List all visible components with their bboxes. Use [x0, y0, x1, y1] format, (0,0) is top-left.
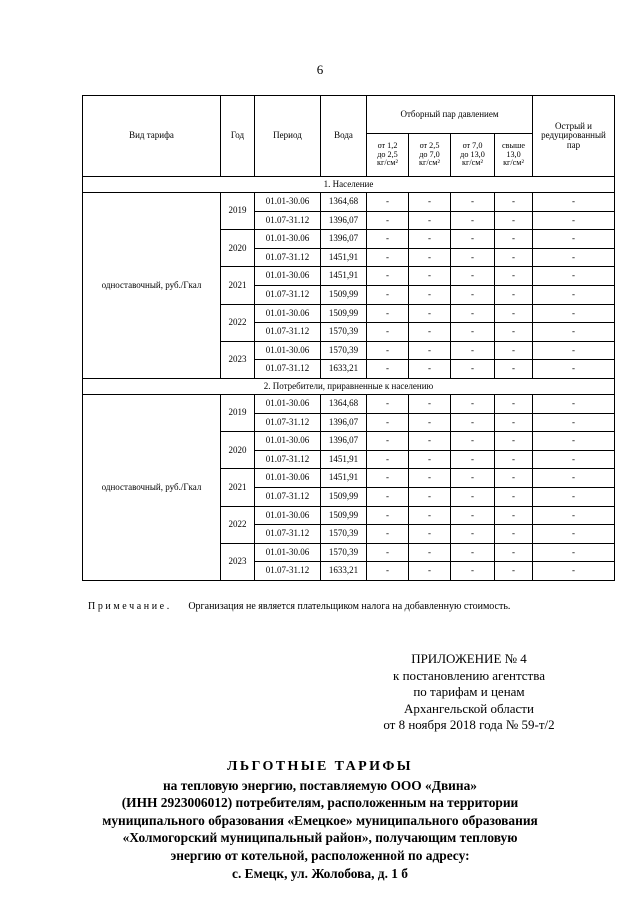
tariff-table	[82, 95, 615, 581]
steam-value-cell: -	[367, 211, 409, 230]
period-cell: 01.01-30.06	[255, 469, 321, 488]
steam-value-cell: -	[451, 230, 495, 249]
steam-value-cell: -	[409, 341, 451, 360]
water-cell: 1509,99	[321, 304, 367, 323]
steam-value-cell: -	[367, 394, 409, 413]
water-cell: 1396,07	[321, 211, 367, 230]
tariff-table-body	[83, 177, 615, 581]
steam-value-cell: -	[451, 562, 495, 581]
steam-value-cell: -	[451, 487, 495, 506]
steam-value-cell: -	[533, 469, 615, 488]
year-cell: 2021	[221, 469, 255, 506]
water-cell: 1633,21	[321, 562, 367, 581]
tariff-type-cell: одноставочный, руб./Гкал	[83, 394, 221, 580]
steam-value-cell: -	[367, 562, 409, 581]
period-cell: 01.07-31.12	[255, 562, 321, 581]
water-cell: 1364,68	[321, 394, 367, 413]
period-cell: 01.01-30.06	[255, 543, 321, 562]
water-cell: 1396,07	[321, 432, 367, 451]
steam-value-cell: -	[495, 211, 533, 230]
table-row	[83, 193, 615, 212]
period-cell: 01.01-30.06	[255, 230, 321, 249]
steam-value-cell: -	[409, 487, 451, 506]
steam-value-cell: -	[409, 193, 451, 212]
header-steam-col: от 7,0 до 13,0 кг/см²	[451, 134, 495, 177]
steam-value-cell: -	[409, 360, 451, 379]
steam-value-cell: -	[451, 413, 495, 432]
steam-value-cell: -	[533, 285, 615, 304]
water-cell: 1633,21	[321, 360, 367, 379]
period-cell: 01.07-31.12	[255, 487, 321, 506]
year-cell: 2021	[221, 267, 255, 304]
steam-value-cell: -	[409, 432, 451, 451]
water-cell: 1451,91	[321, 469, 367, 488]
note-text: Организация не является плательщиком налога на добавленную стоимость.	[188, 601, 511, 612]
steam-value-cell: -	[495, 394, 533, 413]
water-cell: 1570,39	[321, 525, 367, 544]
appendix-line: к постановлению агентства	[393, 667, 545, 683]
title-line: на тепловую энергию, поставляемую ООО «Двина»	[162, 777, 478, 793]
appendix-line: ПРИЛОЖЕНИЕ № 4	[411, 651, 527, 666]
steam-value-cell: -	[367, 304, 409, 323]
water-cell: 1396,07	[321, 230, 367, 249]
steam-value-cell: -	[409, 285, 451, 304]
steam-value-cell: -	[495, 432, 533, 451]
steam-value-cell: -	[495, 525, 533, 544]
steam-value-cell: -	[495, 323, 533, 342]
period-cell: 01.01-30.06	[255, 432, 321, 451]
steam-value-cell: -	[451, 267, 495, 286]
steam-value-cell: -	[533, 525, 615, 544]
water-cell: 1451,91	[321, 450, 367, 469]
steam-value-cell: -	[533, 394, 615, 413]
steam-value-cell: -	[451, 450, 495, 469]
steam-value-cell: -	[367, 360, 409, 379]
header-water: Вода	[321, 96, 367, 177]
steam-value-cell: -	[409, 562, 451, 581]
steam-value-cell: -	[495, 413, 533, 432]
period-cell: 01.01-30.06	[255, 506, 321, 525]
steam-value-cell: -	[409, 394, 451, 413]
section-row	[83, 378, 615, 394]
steam-value-cell: -	[451, 248, 495, 267]
steam-value-cell: -	[367, 413, 409, 432]
water-cell: 1364,68	[321, 193, 367, 212]
header-year: Год	[221, 96, 255, 177]
steam-value-cell: -	[495, 562, 533, 581]
header-steam-col: свыше 13,0 кг/см²	[495, 134, 533, 177]
steam-value-cell: -	[495, 506, 533, 525]
year-cell: 2020	[221, 230, 255, 267]
steam-value-cell: -	[533, 211, 615, 230]
year-cell: 2019	[221, 394, 255, 431]
steam-value-cell: -	[367, 323, 409, 342]
steam-value-cell: -	[495, 267, 533, 286]
steam-value-cell: -	[367, 285, 409, 304]
water-cell: 1509,99	[321, 506, 367, 525]
steam-value-cell: -	[367, 450, 409, 469]
table-row	[83, 394, 615, 413]
steam-value-cell: -	[451, 525, 495, 544]
period-cell: 01.01-30.06	[255, 304, 321, 323]
water-cell: 1451,91	[321, 267, 367, 286]
steam-value-cell: -	[367, 432, 409, 451]
year-cell: 2022	[221, 506, 255, 543]
steam-value-cell: -	[533, 360, 615, 379]
steam-value-cell: -	[367, 469, 409, 488]
steam-value-cell: -	[451, 304, 495, 323]
water-cell: 1509,99	[321, 487, 367, 506]
title-line: муниципального образования «Емецкое» муниципального образования	[102, 812, 538, 828]
header-steam-col: от 1,2 до 2,5 кг/см²	[367, 134, 409, 177]
steam-value-cell: -	[367, 525, 409, 544]
year-cell: 2022	[221, 304, 255, 341]
steam-value-cell: -	[533, 562, 615, 581]
water-cell: 1570,39	[321, 323, 367, 342]
appendix-block	[355, 651, 583, 734]
steam-value-cell: -	[495, 341, 533, 360]
period-cell: 01.07-31.12	[255, 323, 321, 342]
title-line: (ИНН 2923006012) потребителям, расположенным на территории	[121, 795, 519, 811]
steam-value-cell: -	[409, 211, 451, 230]
steam-value-cell: -	[495, 248, 533, 267]
note-label: Примечание.	[88, 601, 172, 612]
steam-value-cell: -	[533, 450, 615, 469]
steam-value-cell: -	[451, 323, 495, 342]
steam-value-cell: -	[409, 323, 451, 342]
steam-value-cell: -	[533, 341, 615, 360]
year-cell: 2023	[221, 341, 255, 378]
header-tariff-type: Вид тарифа	[83, 96, 221, 177]
steam-value-cell: -	[451, 469, 495, 488]
steam-value-cell: -	[533, 487, 615, 506]
steam-value-cell: -	[495, 360, 533, 379]
steam-value-cell: -	[409, 525, 451, 544]
period-cell: 01.07-31.12	[255, 360, 321, 379]
steam-value-cell: -	[533, 304, 615, 323]
steam-value-cell: -	[409, 469, 451, 488]
steam-value-cell: -	[409, 304, 451, 323]
steam-value-cell: -	[451, 394, 495, 413]
steam-value-cell: -	[409, 506, 451, 525]
year-cell: 2019	[221, 193, 255, 230]
year-cell: 2023	[221, 543, 255, 580]
water-cell: 1509,99	[321, 285, 367, 304]
steam-value-cell: -	[495, 304, 533, 323]
steam-value-cell: -	[409, 248, 451, 267]
appendix-line: Архангельской области	[404, 700, 534, 716]
steam-value-cell: -	[451, 285, 495, 304]
steam-value-cell: -	[533, 230, 615, 249]
steam-value-cell: -	[451, 360, 495, 379]
period-cell: 01.07-31.12	[255, 450, 321, 469]
steam-value-cell: -	[451, 211, 495, 230]
steam-value-cell: -	[409, 543, 451, 562]
steam-value-cell: -	[451, 543, 495, 562]
steam-value-cell: -	[495, 450, 533, 469]
appendix-line: по тарифам и ценам	[413, 684, 525, 700]
steam-value-cell: -	[533, 543, 615, 562]
steam-value-cell: -	[409, 267, 451, 286]
steam-value-cell: -	[451, 341, 495, 360]
note	[88, 601, 510, 612]
year-cell: 2020	[221, 432, 255, 469]
steam-value-cell: -	[367, 506, 409, 525]
steam-value-cell: -	[533, 323, 615, 342]
steam-value-cell: -	[533, 432, 615, 451]
steam-value-cell: -	[495, 487, 533, 506]
period-cell: 01.07-31.12	[255, 413, 321, 432]
header-sharp-steam: Острый и редуцированный пар	[533, 96, 615, 177]
document-title	[0, 758, 640, 882]
title-line: «Холмогорский муниципальный район», получающим тепловую	[122, 830, 518, 846]
steam-value-cell: -	[495, 469, 533, 488]
steam-value-cell: -	[367, 341, 409, 360]
section-row	[83, 177, 615, 193]
header-period: Период	[255, 96, 321, 177]
water-cell: 1396,07	[321, 413, 367, 432]
steam-value-cell: -	[409, 413, 451, 432]
period-cell: 01.01-30.06	[255, 267, 321, 286]
period-cell: 01.07-31.12	[255, 285, 321, 304]
steam-value-cell: -	[495, 285, 533, 304]
steam-value-cell: -	[495, 193, 533, 212]
page-number: 6	[316, 62, 324, 77]
period-cell: 01.01-30.06	[255, 394, 321, 413]
period-cell: 01.07-31.12	[255, 525, 321, 544]
steam-value-cell: -	[367, 230, 409, 249]
steam-value-cell: -	[409, 450, 451, 469]
title-line: с. Емецк, ул. Жолобова, д. 1 б	[232, 865, 408, 881]
steam-value-cell: -	[409, 230, 451, 249]
title-line: энергию от котельной, расположенной по адресу:	[170, 847, 470, 863]
title-main: ЛЬГОТНЫЕ ТАРИФЫ	[227, 759, 413, 774]
period-cell: 01.01-30.06	[255, 341, 321, 360]
steam-value-cell: -	[451, 506, 495, 525]
period-cell: 01.01-30.06	[255, 193, 321, 212]
steam-value-cell: -	[451, 193, 495, 212]
steam-value-cell: -	[367, 487, 409, 506]
period-cell: 01.07-31.12	[255, 211, 321, 230]
water-cell: 1451,91	[321, 248, 367, 267]
steam-value-cell: -	[533, 248, 615, 267]
header-steam-col: от 2,5 до 7,0 кг/см²	[409, 134, 451, 177]
header-steam-group: Отборный пар давлением	[367, 96, 533, 134]
steam-value-cell: -	[451, 432, 495, 451]
steam-value-cell: -	[367, 193, 409, 212]
steam-value-cell: -	[533, 413, 615, 432]
section-title: 2. Потребители, приравненные к населению	[83, 378, 615, 394]
steam-value-cell: -	[533, 267, 615, 286]
water-cell: 1570,39	[321, 341, 367, 360]
steam-value-cell: -	[367, 267, 409, 286]
steam-value-cell: -	[367, 543, 409, 562]
section-title: 1. Население	[83, 177, 615, 193]
period-cell: 01.07-31.12	[255, 248, 321, 267]
steam-value-cell: -	[367, 248, 409, 267]
water-cell: 1570,39	[321, 543, 367, 562]
steam-value-cell: -	[495, 543, 533, 562]
tariff-type-cell: одноставочный, руб./Гкал	[83, 193, 221, 379]
steam-value-cell: -	[533, 506, 615, 525]
appendix-line: от 8 ноября 2018 года № 59-т/2	[383, 717, 555, 733]
steam-value-cell: -	[533, 193, 615, 212]
steam-value-cell: -	[495, 230, 533, 249]
